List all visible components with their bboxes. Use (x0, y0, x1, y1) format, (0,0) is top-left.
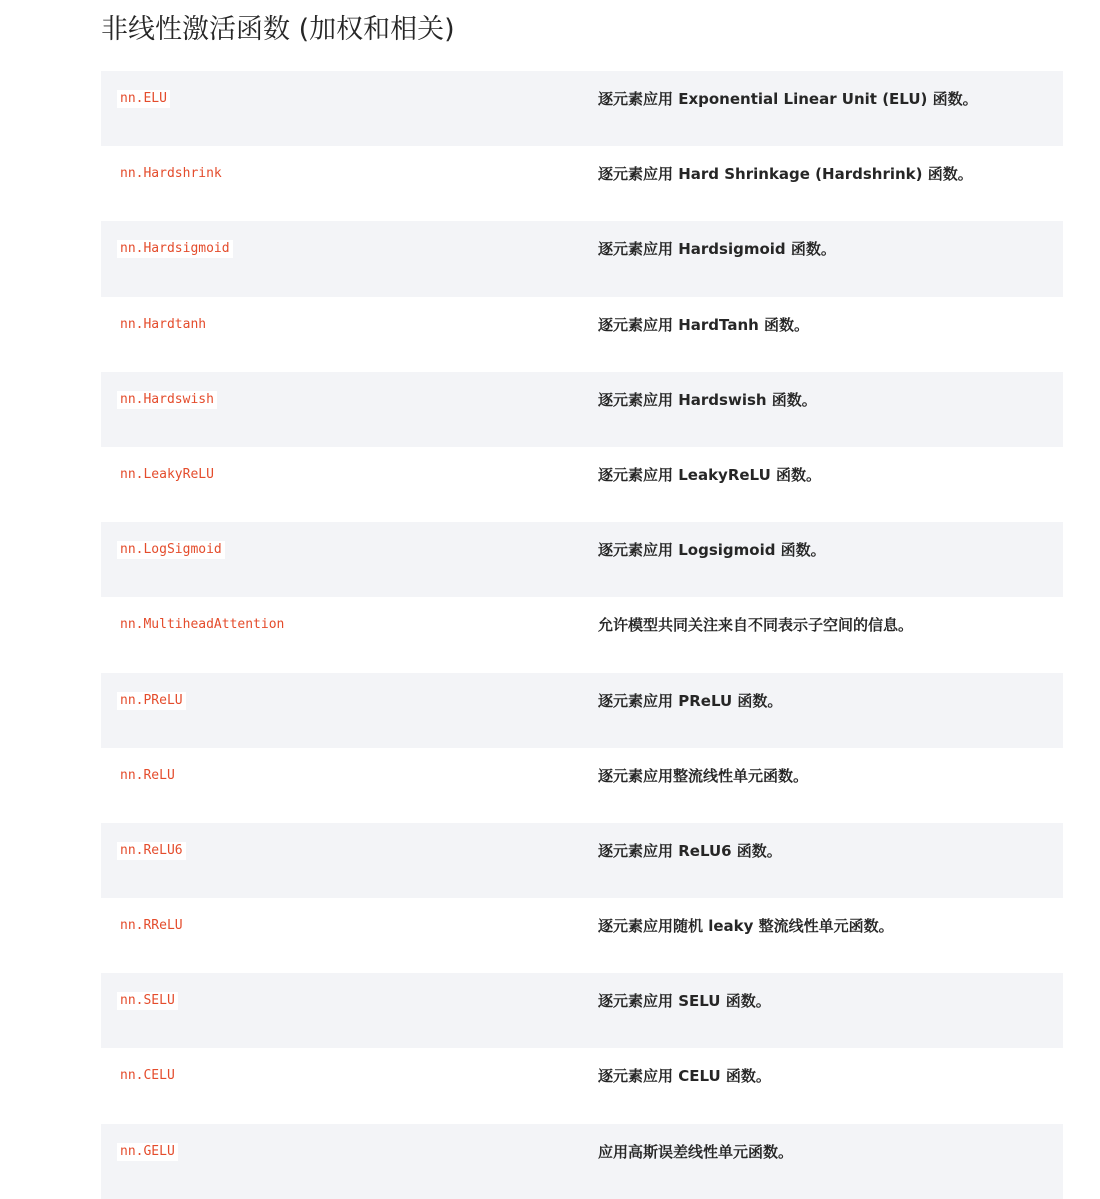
api-description: 逐元素应用 Logsigmoid 函数。 (598, 541, 826, 560)
table-row (101, 146, 1063, 221)
api-name-cell (101, 372, 598, 447)
api-description: 逐元素应用 SELU 函数。 (598, 992, 771, 1011)
api-table (101, 71, 1063, 1199)
api-name-link[interactable]: nn.CELU (117, 1067, 178, 1085)
api-desc-cell (598, 673, 1063, 748)
table-row (101, 597, 1063, 672)
api-desc-cell (598, 1048, 1063, 1123)
api-name-link[interactable]: nn.LogSigmoid (117, 541, 225, 559)
api-desc-cell (598, 973, 1063, 1048)
api-description: 逐元素应用 Hardsigmoid 函数。 (598, 240, 836, 259)
api-name-link[interactable]: nn.Hardsigmoid (117, 240, 233, 258)
api-description: 逐元素应用 Hard Shrinkage (Hardshrink) 函数。 (598, 165, 973, 184)
api-description: 逐元素应用 PReLU 函数。 (598, 691, 783, 710)
api-desc-cell (598, 898, 1063, 973)
api-name-cell (101, 71, 598, 146)
api-name-cell (101, 297, 598, 372)
table-row (101, 823, 1063, 898)
api-description: 逐元素应用整流线性单元函数。 (598, 766, 809, 785)
api-name-link[interactable]: nn.GELU (117, 1143, 178, 1161)
section-title: 非线性激活函数 (加权和相关) (101, 14, 455, 45)
api-desc-cell (598, 597, 1063, 672)
api-name-link[interactable]: nn.SELU (117, 992, 178, 1010)
api-description: 逐元素应用 CELU 函数。 (598, 1067, 771, 1086)
api-name-link[interactable]: nn.MultiheadAttention (117, 616, 287, 634)
table-row (101, 1124, 1063, 1199)
table-row (101, 447, 1063, 522)
api-name-cell (101, 823, 598, 898)
table-row (101, 673, 1063, 748)
api-name-cell (101, 221, 598, 296)
api-desc-cell (598, 71, 1063, 146)
api-description: 逐元素应用 HardTanh 函数。 (598, 315, 810, 334)
api-description: 逐元素应用 Exponential Linear Unit (ELU) 函数。 (598, 90, 978, 108)
api-name-link[interactable]: nn.Hardtanh (117, 316, 209, 334)
table-row (101, 372, 1063, 447)
table-row (101, 522, 1063, 597)
api-desc-cell (598, 522, 1063, 597)
api-description: 逐元素应用 LeakyReLU 函数。 (598, 465, 821, 484)
table-row (101, 748, 1063, 823)
api-name-cell (101, 1124, 598, 1199)
api-name-link[interactable]: nn.Hardswish (117, 391, 217, 409)
api-table-body (101, 71, 1063, 1199)
api-name-cell (101, 146, 598, 221)
table-row (101, 297, 1063, 372)
api-name-cell (101, 673, 598, 748)
table-row (101, 71, 1063, 146)
api-name-link[interactable]: nn.RReLU (117, 917, 186, 935)
api-name-cell (101, 1048, 598, 1123)
api-name-cell (101, 522, 598, 597)
api-name-cell (101, 748, 598, 823)
api-desc-cell (598, 221, 1063, 296)
api-name-cell (101, 973, 598, 1048)
api-name-link[interactable]: nn.Hardshrink (117, 165, 225, 183)
api-name-link[interactable]: nn.ReLU6 (117, 842, 186, 860)
api-name-link[interactable]: nn.ELU (117, 90, 170, 108)
table-row (101, 898, 1063, 973)
api-desc-cell (598, 297, 1063, 372)
api-description: 应用高斯误差线性单元函数。 (598, 1142, 794, 1161)
api-description: 逐元素应用随机 leaky 整流线性单元函数。 (598, 917, 894, 936)
api-description: 逐元素应用 Hardswish 函数。 (598, 390, 817, 409)
api-desc-cell (598, 447, 1063, 522)
api-name-cell (101, 447, 598, 522)
api-desc-cell (598, 146, 1063, 221)
api-desc-cell (598, 1124, 1063, 1199)
api-description: 允许模型共同关注来自不同表示子空间的信息。 (598, 616, 914, 635)
api-name-link[interactable]: nn.LeakyReLU (117, 466, 217, 484)
api-name-link[interactable]: nn.ReLU (117, 767, 178, 785)
api-desc-cell (598, 372, 1063, 447)
api-name-cell (101, 597, 598, 672)
api-name-cell (101, 898, 598, 973)
table-row (101, 1048, 1063, 1123)
table-row (101, 973, 1063, 1048)
api-desc-cell (598, 748, 1063, 823)
api-description: 逐元素应用 ReLU6 函数。 (598, 841, 782, 860)
api-name-link[interactable]: nn.PReLU (117, 692, 186, 710)
api-desc-cell (598, 823, 1063, 898)
table-row (101, 221, 1063, 296)
